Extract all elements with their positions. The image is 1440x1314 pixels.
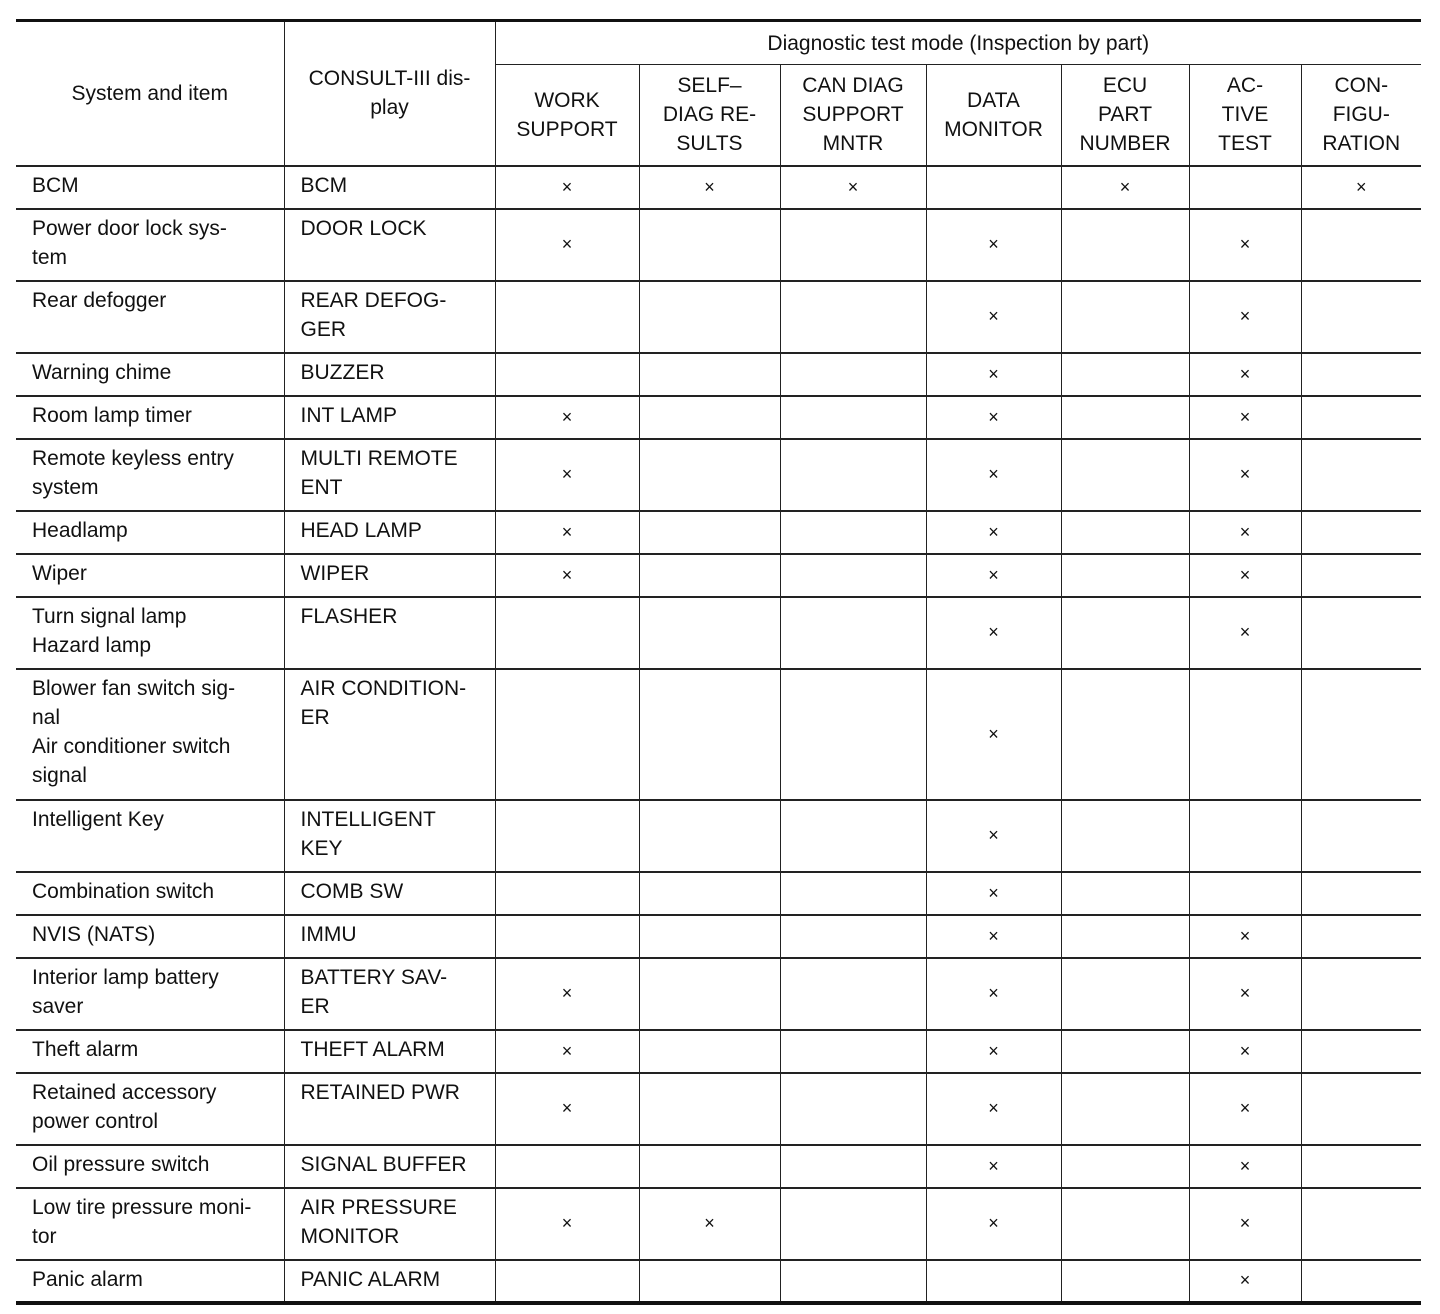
mode-support-mark: × (1189, 1030, 1301, 1073)
mode-support-mark: × (495, 439, 639, 511)
mode-support-mark (1301, 281, 1421, 353)
mode-support-mark (1189, 872, 1301, 915)
mode-support-mark (495, 872, 639, 915)
system-item-cell: Low tire pressure moni- tor (16, 1188, 284, 1260)
mode-support-mark (1061, 1073, 1189, 1145)
mode-support-mark (1061, 1145, 1189, 1188)
consult-display-cell: FLASHER (284, 597, 495, 669)
system-item-cell: Theft alarm (16, 1030, 284, 1073)
mode-support-mark: × (495, 554, 639, 597)
mode-support-mark (780, 1030, 926, 1073)
mode-support-mark: × (495, 958, 639, 1030)
mode-support-mark (639, 209, 780, 281)
header-active-test: AC- TIVE TEST (1189, 65, 1301, 166)
mode-support-mark (639, 1260, 780, 1303)
mode-support-mark (780, 281, 926, 353)
mode-support-mark (639, 281, 780, 353)
consult-display-cell: COMB SW (284, 872, 495, 915)
consult-display-cell: INT LAMP (284, 396, 495, 439)
mode-support-mark (1301, 669, 1421, 800)
mode-support-mark (780, 209, 926, 281)
system-item-cell: Combination switch (16, 872, 284, 915)
mode-support-mark (1061, 554, 1189, 597)
mode-support-mark (780, 439, 926, 511)
mode-support-mark: × (926, 1188, 1061, 1260)
mode-support-mark (1301, 439, 1421, 511)
mode-support-mark (780, 1188, 926, 1260)
header-consult-display: CONSULT-III dis- play (284, 21, 495, 166)
header-self-diag-results: SELF– DIAG RE- SULTS (639, 65, 780, 166)
mode-support-mark: × (926, 1145, 1061, 1188)
table-row (16, 209, 1421, 281)
mode-support-mark (1061, 872, 1189, 915)
mode-support-mark (639, 1145, 780, 1188)
mode-support-mark: × (1189, 439, 1301, 511)
mode-support-mark (1061, 439, 1189, 511)
mode-support-mark (780, 958, 926, 1030)
consult-display-cell: WIPER (284, 554, 495, 597)
mode-support-mark: × (1189, 1073, 1301, 1145)
mode-support-mark (1061, 1188, 1189, 1260)
consult-display-cell: HEAD LAMP (284, 511, 495, 554)
mode-support-mark (780, 669, 926, 800)
mode-support-mark (1301, 800, 1421, 872)
system-item-cell: Retained accessory power control (16, 1073, 284, 1145)
mode-support-mark: × (1189, 597, 1301, 669)
system-item-cell: Remote keyless entry system (16, 439, 284, 511)
mode-support-mark: × (780, 166, 926, 209)
table-row (16, 597, 1421, 669)
consult-display-cell: INTELLIGENT KEY (284, 800, 495, 872)
mode-support-mark (780, 1260, 926, 1303)
mode-support-mark (1189, 669, 1301, 800)
consult-display-cell: BUZZER (284, 353, 495, 396)
consult-display-cell: IMMU (284, 915, 495, 958)
header-can-diag-support-mntr: CAN DIAG SUPPORT MNTR (780, 65, 926, 166)
mode-support-mark (1301, 958, 1421, 1030)
mode-support-mark (780, 554, 926, 597)
header-ecu-part-number: ECU PART NUMBER (1061, 65, 1189, 166)
mode-support-mark (639, 1030, 780, 1073)
mode-support-mark (780, 872, 926, 915)
mode-support-mark (1301, 1188, 1421, 1260)
header-system-item: System and item (16, 21, 284, 166)
mode-support-mark: × (1189, 396, 1301, 439)
system-item-cell: BCM (16, 166, 284, 209)
mode-support-mark (1061, 209, 1189, 281)
mode-support-mark (1061, 958, 1189, 1030)
mode-support-mark (1301, 396, 1421, 439)
mode-support-mark (639, 800, 780, 872)
mode-support-mark: × (926, 554, 1061, 597)
mode-support-mark: × (1301, 166, 1421, 209)
consult-display-cell: DOOR LOCK (284, 209, 495, 281)
mode-support-mark (1301, 1260, 1421, 1303)
mode-support-mark (780, 353, 926, 396)
mode-support-mark (495, 669, 639, 800)
mode-support-mark (780, 597, 926, 669)
table-row (16, 554, 1421, 597)
mode-support-mark (1301, 209, 1421, 281)
consult-display-cell: THEFT ALARM (284, 1030, 495, 1073)
consult-display-cell: PANIC ALARM (284, 1260, 495, 1303)
mode-support-mark: × (639, 1188, 780, 1260)
table-row (16, 958, 1421, 1030)
mode-support-mark (1061, 800, 1189, 872)
mode-support-mark: × (1189, 958, 1301, 1030)
mode-support-mark: × (495, 166, 639, 209)
mode-support-mark (1301, 353, 1421, 396)
consult-display-cell: BCM (284, 166, 495, 209)
consult-display-cell: RETAINED PWR (284, 1073, 495, 1145)
mode-support-mark: × (1189, 1145, 1301, 1188)
consult-display-cell: AIR CONDITION- ER (284, 669, 495, 800)
mode-support-mark (495, 1145, 639, 1188)
mode-support-mark: × (926, 209, 1061, 281)
mode-support-mark: × (926, 396, 1061, 439)
mode-support-mark (1189, 166, 1301, 209)
mode-support-mark: × (926, 281, 1061, 353)
header-data-monitor: DATA MONITOR (926, 65, 1061, 166)
table-row (16, 396, 1421, 439)
mode-support-mark: × (926, 1073, 1061, 1145)
table-row (16, 353, 1421, 396)
table-row (16, 281, 1421, 353)
header-diagnostic-test-mode: Diagnostic test mode (Inspection by part) (495, 21, 1421, 65)
mode-support-mark: × (495, 511, 639, 554)
mode-support-mark: × (495, 1188, 639, 1260)
table-row (16, 1260, 1421, 1303)
mode-support-mark (1301, 1145, 1421, 1188)
mode-support-mark (1301, 1073, 1421, 1145)
mode-support-mark (1061, 1030, 1189, 1073)
mode-support-mark: × (1189, 511, 1301, 554)
table-row (16, 511, 1421, 554)
mode-support-mark (639, 554, 780, 597)
system-item-cell: NVIS (NATS) (16, 915, 284, 958)
system-item-cell: Oil pressure switch (16, 1145, 284, 1188)
mode-support-mark (1301, 597, 1421, 669)
table-row (16, 669, 1421, 800)
mode-support-mark: × (1061, 166, 1189, 209)
mode-support-mark: × (926, 958, 1061, 1030)
mode-support-mark (639, 958, 780, 1030)
system-item-cell: Intelligent Key (16, 800, 284, 872)
mode-support-mark: × (926, 511, 1061, 554)
system-item-cell: Rear defogger (16, 281, 284, 353)
system-item-cell: Panic alarm (16, 1260, 284, 1303)
system-item-cell: Headlamp (16, 511, 284, 554)
mode-support-mark: × (926, 800, 1061, 872)
table-row (16, 1145, 1421, 1188)
mode-support-mark (780, 396, 926, 439)
mode-support-mark (1061, 353, 1189, 396)
mode-support-mark (1061, 915, 1189, 958)
system-item-cell: Room lamp timer (16, 396, 284, 439)
mode-support-mark (495, 915, 639, 958)
mode-support-mark: × (639, 166, 780, 209)
header-row-top (16, 21, 1421, 65)
mode-support-mark: × (926, 915, 1061, 958)
mode-support-mark (495, 1260, 639, 1303)
mode-support-mark: × (1189, 209, 1301, 281)
mode-support-mark (780, 800, 926, 872)
table-row (16, 800, 1421, 872)
mode-support-mark: × (926, 439, 1061, 511)
mode-support-mark: × (926, 1030, 1061, 1073)
mode-support-mark (1301, 554, 1421, 597)
table-row (16, 1188, 1421, 1260)
mode-support-mark: × (1189, 281, 1301, 353)
mode-support-mark (639, 669, 780, 800)
header-work-support: WORK SUPPORT (495, 65, 639, 166)
mode-support-mark (1061, 396, 1189, 439)
mode-support-mark (926, 1260, 1061, 1303)
table-row (16, 439, 1421, 511)
mode-support-mark (1061, 597, 1189, 669)
mode-support-mark (1301, 872, 1421, 915)
consult-display-cell: MULTI REMOTE ENT (284, 439, 495, 511)
table-row (16, 915, 1421, 958)
mode-support-mark (780, 915, 926, 958)
mode-support-mark (1061, 1260, 1189, 1303)
mode-support-mark (1189, 800, 1301, 872)
mode-support-mark (495, 353, 639, 396)
mode-support-mark: × (495, 1030, 639, 1073)
consult-display-cell: SIGNAL BUFFER (284, 1145, 495, 1188)
mode-support-mark: × (495, 1073, 639, 1145)
table-row (16, 872, 1421, 915)
mode-support-mark (780, 511, 926, 554)
mode-support-mark: × (926, 353, 1061, 396)
diagnostic-mode-table (16, 19, 1421, 1305)
mode-support-mark (1061, 511, 1189, 554)
mode-support-mark (1301, 511, 1421, 554)
table-row (16, 1030, 1421, 1073)
mode-support-mark (495, 281, 639, 353)
mode-support-mark: × (1189, 353, 1301, 396)
consult-display-cell: AIR PRESSURE MONITOR (284, 1188, 495, 1260)
mode-support-mark (1301, 1030, 1421, 1073)
mode-support-mark: × (926, 872, 1061, 915)
system-item-cell: Power door lock sys- tem (16, 209, 284, 281)
table-row (16, 166, 1421, 209)
mode-support-mark: × (495, 209, 639, 281)
system-item-cell: Interior lamp battery saver (16, 958, 284, 1030)
mode-support-mark: × (926, 669, 1061, 800)
system-item-cell: Turn signal lamp Hazard lamp (16, 597, 284, 669)
mode-support-mark (639, 1073, 780, 1145)
mode-support-mark (639, 511, 780, 554)
mode-support-mark (639, 439, 780, 511)
mode-support-mark (639, 396, 780, 439)
mode-support-mark (495, 597, 639, 669)
header-configuration: CON- FIGU- RATION (1301, 65, 1421, 166)
mode-support-mark: × (926, 597, 1061, 669)
consult-display-cell: BATTERY SAV- ER (284, 958, 495, 1030)
system-item-cell: Warning chime (16, 353, 284, 396)
mode-support-mark (1301, 915, 1421, 958)
mode-support-mark (780, 1073, 926, 1145)
mode-support-mark: × (1189, 1260, 1301, 1303)
mode-support-mark: × (495, 396, 639, 439)
mode-support-mark (1061, 669, 1189, 800)
mode-support-mark (926, 166, 1061, 209)
table-row (16, 1073, 1421, 1145)
system-item-cell: Blower fan switch sig- nal Air conditioner switch signal (16, 669, 284, 800)
mode-support-mark: × (1189, 915, 1301, 958)
mode-support-mark: × (1189, 554, 1301, 597)
mode-support-mark (495, 800, 639, 872)
consult-display-cell: REAR DEFOG- GER (284, 281, 495, 353)
mode-support-mark: × (1189, 1188, 1301, 1260)
table-body (16, 166, 1421, 1303)
system-item-cell: Wiper (16, 554, 284, 597)
mode-support-mark (639, 872, 780, 915)
mode-support-mark (780, 1145, 926, 1188)
mode-support-mark (1061, 281, 1189, 353)
mode-support-mark (639, 353, 780, 396)
mode-support-mark (639, 915, 780, 958)
mode-support-mark (639, 597, 780, 669)
